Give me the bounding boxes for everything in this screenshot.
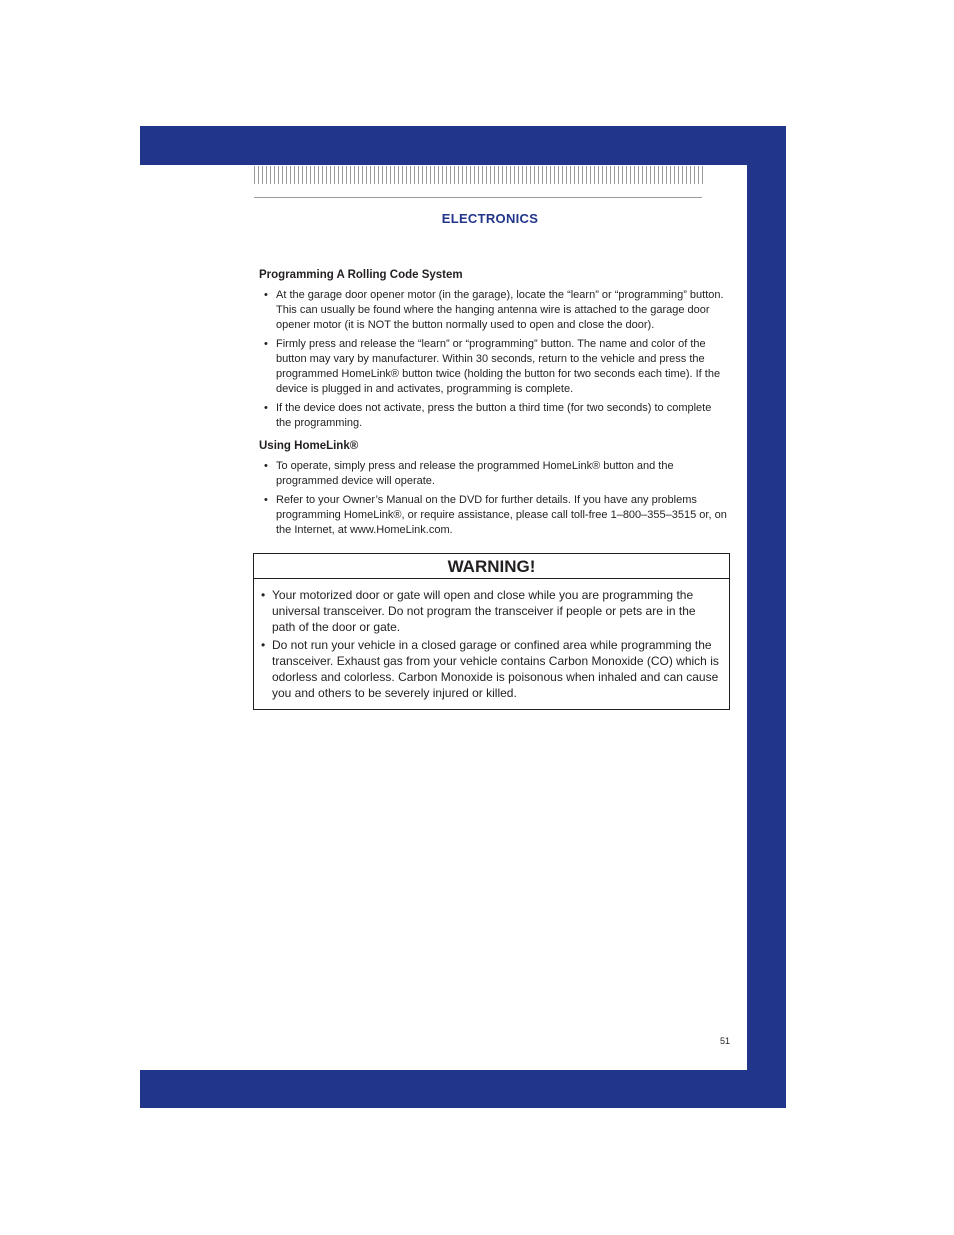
header-rule bbox=[254, 197, 702, 198]
warning-title: WARNING! bbox=[254, 554, 729, 579]
using-homelink-heading: Using HomeLink® bbox=[259, 440, 359, 452]
list-item: • At the garage door opener motor (in the garage), locate the “learn” or “programming” button. This can usually be found where the hanging antenna wire is attached to the garage door opener motor (it is NOT the button normally used to open and close the door). bbox=[259, 288, 729, 333]
section-title: ELECTRONICS bbox=[441, 211, 539, 226]
warning-list bbox=[254, 579, 729, 701]
list-item: • Refer to your Owner’s Manual on the DVD for further details. If you have any problems programming HomeLink®, or require assistance, please call toll-free 1–800–355–3515 or, on the Internet, at www.HomeLink.com. bbox=[259, 493, 729, 538]
using-homelink-list bbox=[259, 459, 729, 538]
list-item: • Firmly press and release the “learn” or “programming” button. The name and color of the button may vary by manufacturer. Within 30 seconds, return to the vehicle and press the programmed HomeLink® button twice (holding the button for two seconds each time). If the device is plugged in and activates, programming is complete. bbox=[259, 337, 729, 397]
rolling-code-heading: Programming A Rolling Code System bbox=[259, 269, 463, 281]
warning-item: • Do not run your vehicle in a closed garage or confined area while programming the transceiver. Exhaust gas from your vehicle contains Carbon Monoxide (CO) which is odorless and colorless. Carbon Monoxide is poisonous when inhaled and can cause you and others to be severely injured or killed. bbox=[261, 637, 721, 701]
page-number: 51 bbox=[719, 1036, 730, 1046]
rolling-code-list bbox=[259, 288, 729, 431]
header-tick-bar bbox=[254, 166, 704, 184]
main-content bbox=[259, 268, 729, 542]
list-item: • To operate, simply press and release the programmed HomeLink® button and the programmed device will operate. bbox=[259, 459, 729, 489]
list-item: • If the device does not activate, press the button a third time (for two seconds) to complete the programming. bbox=[259, 401, 729, 431]
warning-item: • Your motorized door or gate will open and close while you are programming the universal transceiver. Do not program the transceiver if people or pets are in the path of the door or gate. bbox=[261, 587, 721, 635]
warning-box bbox=[253, 553, 730, 710]
